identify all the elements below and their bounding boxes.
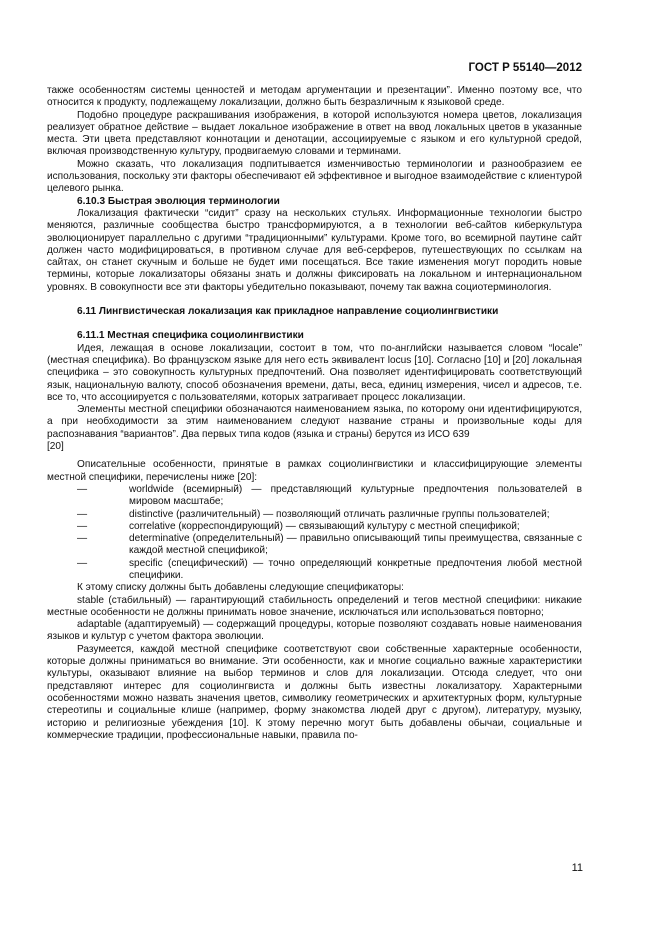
list-item-text: determinative (определительный) — правильно описывающий типы преимущества, связанные с каждой местной спецификой;	[129, 533, 582, 557]
section-heading: 6.10.3 Быстрая эволюция терминологии	[77, 195, 280, 207]
paragraph-text: Описательные особенности, принятые в рамках социолингвистики и классифицирующие элементы местной специфики, перечислены ниже	[47, 459, 582, 483]
list-item	[47, 509, 582, 521]
list-item	[47, 521, 582, 533]
list-item-text: distinctive (различительный) — позволяющий отличать различные группы пользователей;	[129, 508, 550, 520]
list-item-text: specific (специфический) — точно определяющий конкретные предпочтения любой местной специфики.	[129, 557, 582, 581]
paragraph: Локализация фактически “сидит” сразу на нескольких стульях. Информационные технологии быстро меняются, различные сообщества быстро трансформируются, а в технологии веб-сайтов киберкультура эволюционирует параллельно с другими “традиционными” культурами. Кроме того, во всемирной паутине сайт должен часто модифицироваться, в противном случае для веб-серферов, путешествующих по ссылкам на сайтах, он станет скучным и больше не будет ими посещаться. Все такие изменения могут породить новые термины, которые локализаторы обязаны знать и должны фиксировать на локальном и интернациональном уровнях. В совокупности все эти факторы убедительно показывают, почему так важна социотерминология.	[47, 207, 582, 293]
list-item	[47, 484, 582, 509]
reference: [20]	[237, 471, 255, 483]
paragraph: Можно сказать, что локализация подпитывается изменчивостью терминологии и разнообразием ее использования, поскольку эти факторы обеспечивают ей эффективное и выгодное взаимодействие с клиентурой целевого рынка.	[47, 158, 582, 195]
paragraph: stable (стабильный) — гарантирующий стабильность определений и тегов местной специфики: никакие местные особенности не должны принимать новое значение, исключаться или использоваться повторно;	[47, 594, 582, 618]
paragraph: К этому списку должны быть добавлены следующие спецификаторы:	[77, 582, 404, 594]
list-item	[47, 533, 582, 558]
reference: [20]	[47, 441, 64, 453]
subsection-heading: 6.11.1 Местная специфика социолингвистики	[77, 330, 304, 342]
document-body	[47, 85, 582, 742]
list-dash: —	[77, 557, 88, 569]
paragraph: adaptable (адаптируемый) — содержащий процедуры, которые позволяют создавать новые наименования языков и культур с учетом фактора эволюции.	[47, 619, 582, 643]
list-dash: —	[77, 533, 88, 545]
list-dash: —	[77, 508, 88, 520]
paragraph: также особенностям системы ценностей и методам аргументации и презентации”. Именно поэтому все, что относится к продукту, подлежащему локализации, должно быть безразличным к языковой среде.	[47, 85, 582, 109]
section-heading: 6.11 Лингвистическая локализация как прикладное направление социолингвистики	[77, 306, 499, 318]
paragraph	[47, 404, 582, 453]
paragraph	[47, 459, 582, 484]
list-item	[47, 558, 582, 583]
list-dash: —	[77, 520, 88, 532]
list-item-text: worldwide (всемирный) — представляющий культурные предпочтения пользователей в мировом масштабе;	[129, 483, 582, 508]
punctuation: :	[254, 471, 258, 483]
list-dash: —	[77, 483, 88, 495]
list-item-text: correlative (корреспондирующий) — связывающий культуру с местной спецификой;	[129, 520, 520, 532]
paragraph-text: Элементы местной специфики обозначаются наименованием языка, по которому они идентифицируются, а при необходимости за этим наименованием следуют название страны и произвольные коды для распознавания “вариантов”. Два первых типа кодов (языка и страны) берутся из ИСО 639	[47, 404, 582, 440]
paragraph: Разумеется, каждой местной специфике соответствуют свои собственные характерные особенности, которые должны приниматься во внимание. Эти особенности, как и многие социально важные характеристики культуры, оказывают влияние на выбор терминов и слов для локализации. Отсюда следует, что они представляют интерес для социолингвиста и должны быть известны локализатору. Характерными особенностями можно назвать значения цветов, символику геометрических и архитектурных форм, культурные стереотипы и социальные клише (например, форму знакомства людей друг с другом), литературу, музыку, историю и религиозные убеждения [10]. К этому перечню могут быть добавлены обычаи, социальные и коммерческие традиции, профессиональные навыки, правила по-	[47, 643, 582, 741]
paragraph: Идея, лежащая в основе локализации, состоит в том, что по-английски называется словом “locale” (местная специфика). Во французском языке для него есть эквивалент locus [10]. Согласно [10] и [20] локальная специфика – это совокупность культурных предпочтений. Она позволяет идентифицировать соответствующий язык, национальную валюту, способ обозначения времени, даты, веса, единиц измерения, чисел и адресов, т.е. все то, что ассоциируется с пользователями, которых затрагивает процесс локализации.	[47, 342, 582, 403]
standard-header: ГОСТ Р 55140—2012	[468, 62, 582, 74]
paragraph: Подобно процедуре раскрашивания изображения, в которой используются номера цветов, локализация реализует обратное действие – выдает локальное изображение в ответ на ввод локальных цветов в указанные места. Эти цвета представляют коннотации и денотации, ассоциируемые с языком и его культурной средой, включая производственную культуру, продвигаемую словами и терминами.	[47, 109, 582, 158]
page-number: 11	[571, 862, 583, 874]
